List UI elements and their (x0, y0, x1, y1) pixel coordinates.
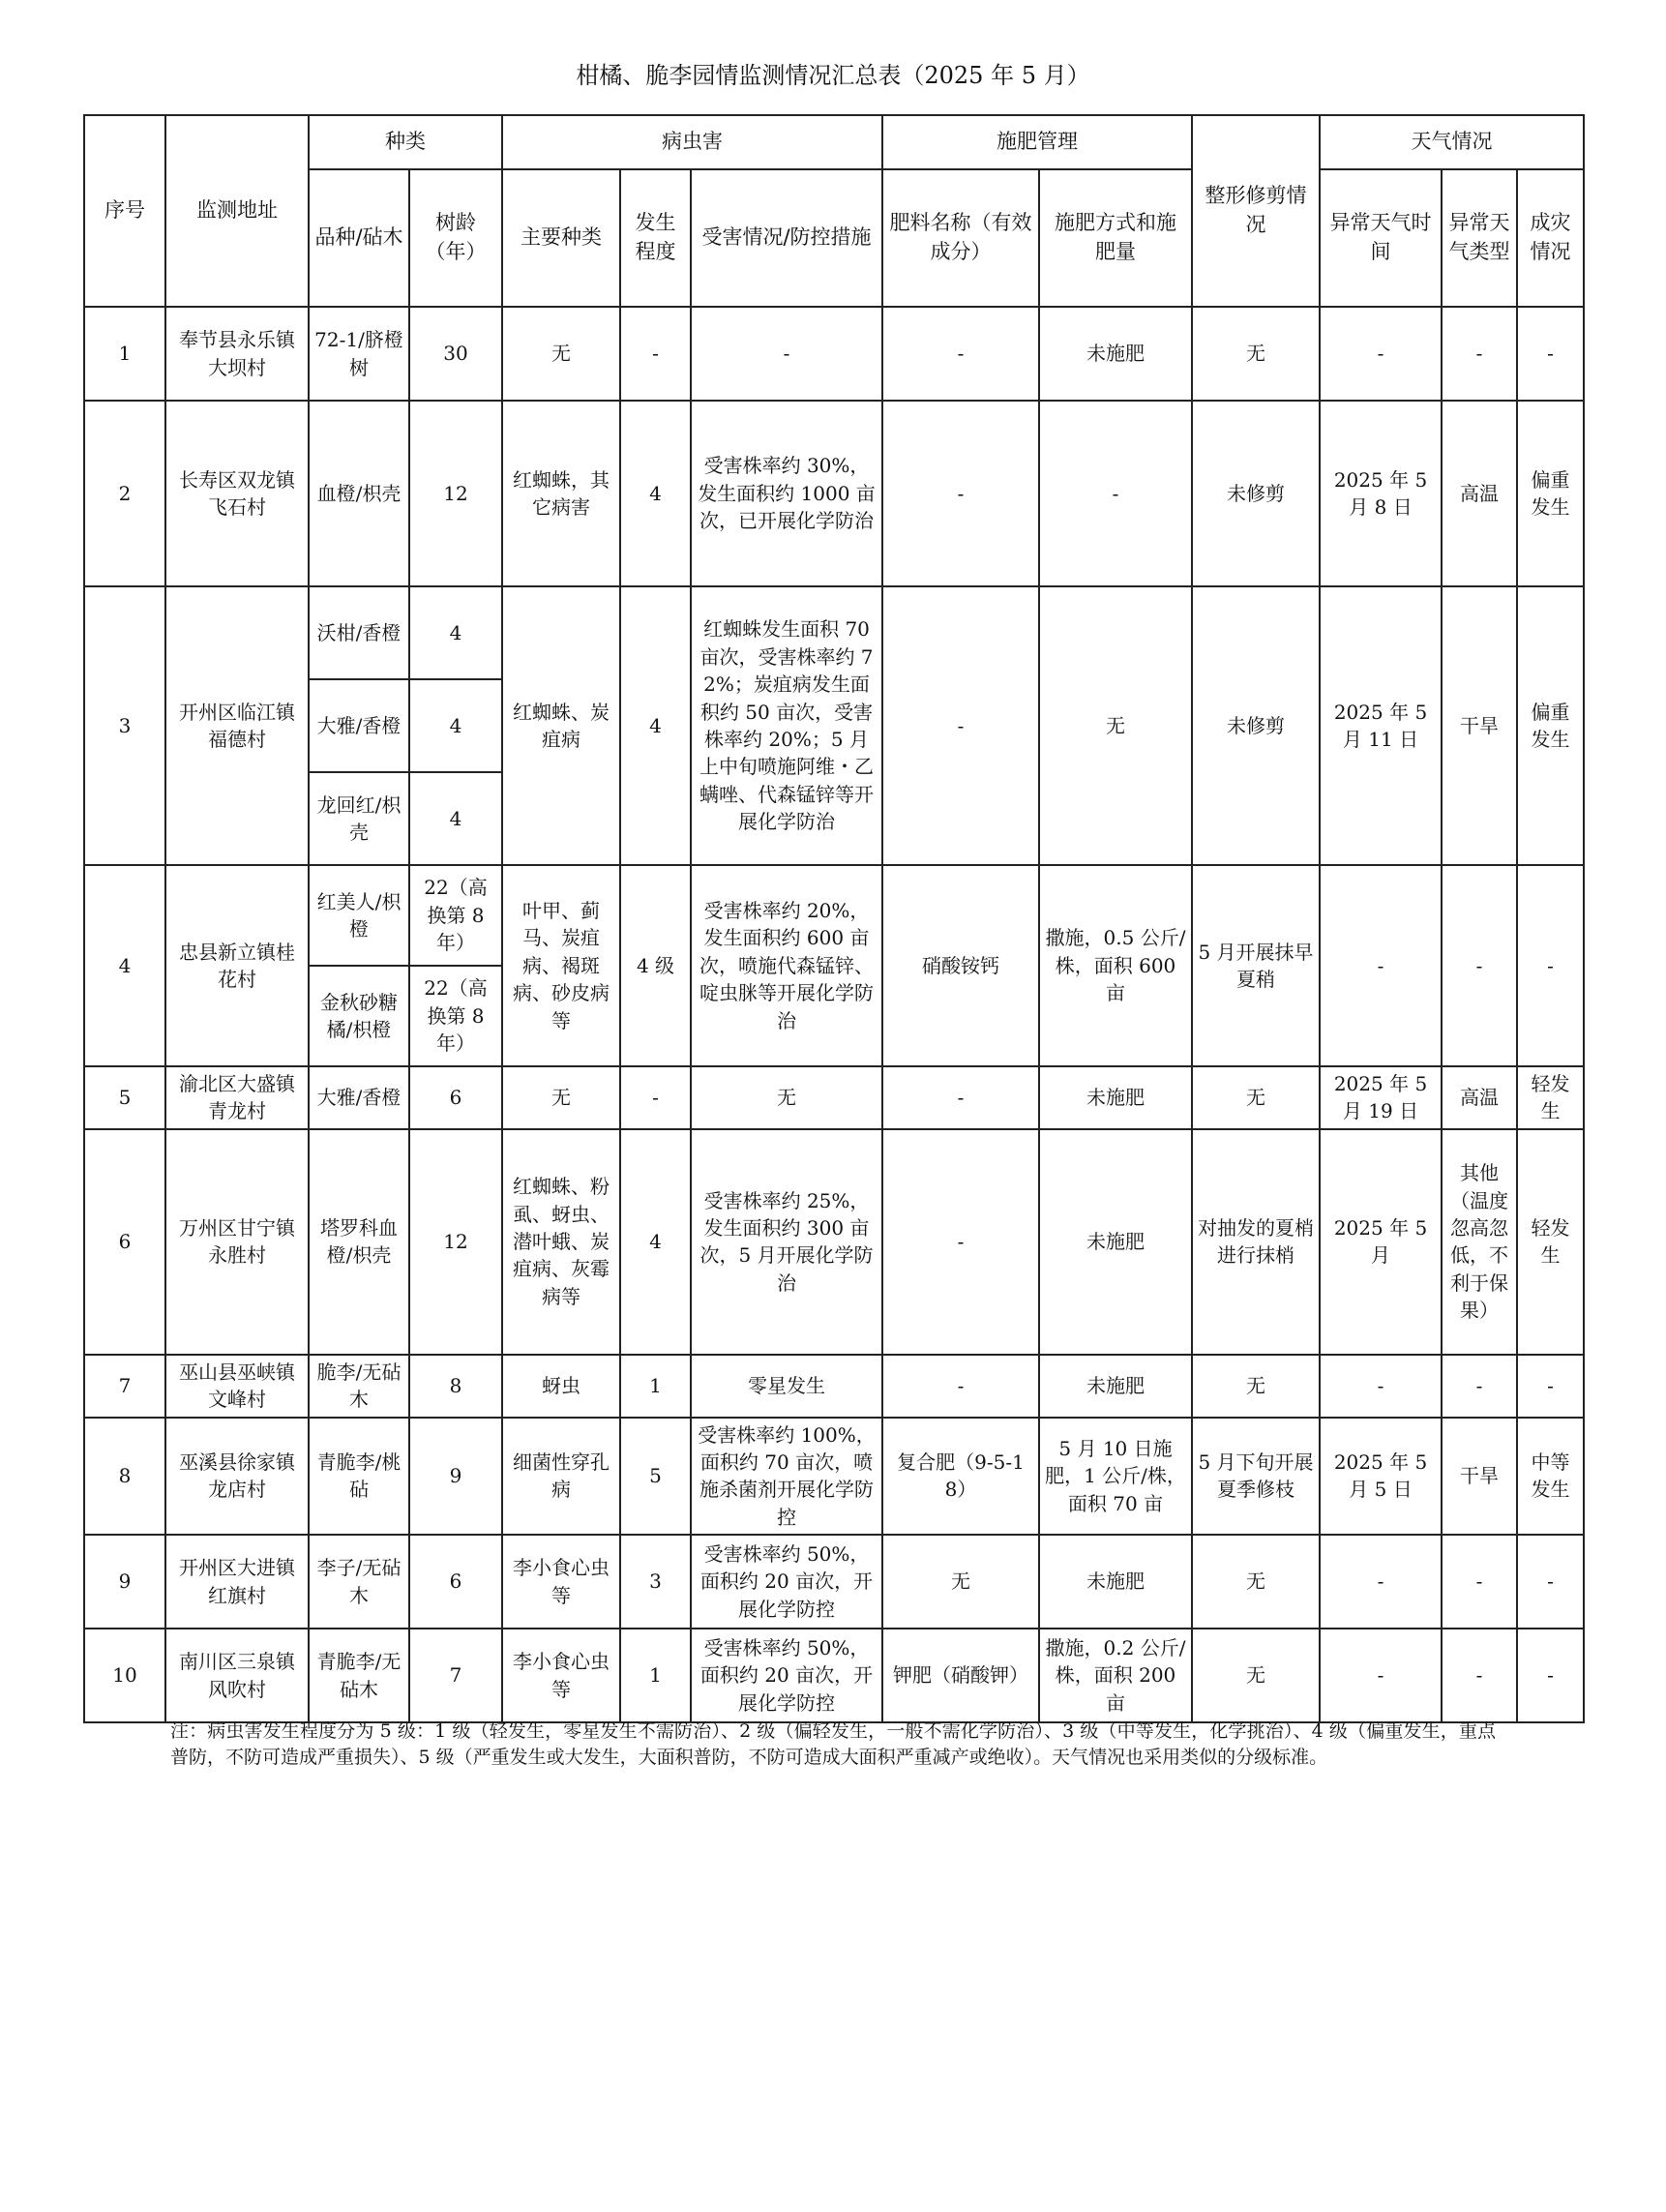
cell-fertilizer-name: - (882, 1066, 1039, 1129)
cell-pest-damage: 红蜘蛛发生面积 70 亩次，受害株率约 72%；炭疽病发生面积约 50 亩次，受害株率约 20%；5 月上中旬喷施阿维・乙螨唑、代森锰锌等开展化学防治 (691, 586, 882, 865)
cell-pruning: 无 (1192, 1535, 1320, 1629)
cell-pest-damage: 受害株率约 50%，面积约 20 亩次，开展化学防控 (691, 1535, 882, 1629)
table-row (84, 1355, 1584, 1418)
cell-tree-age: 6 (409, 1066, 502, 1129)
cell-pest-damage: 零星发生 (691, 1355, 882, 1418)
cell-pest-main: 红蜘蛛、粉虱、蚜虫、潜叶蛾、炭疽病、灰霉病等 (502, 1129, 620, 1355)
table-row (84, 1629, 1584, 1722)
cell-weather-time: 2025 年 5 月 19 日 (1320, 1066, 1442, 1129)
cell-pest-main: 细菌性穿孔病 (502, 1418, 620, 1536)
cell-pest-main: 无 (502, 1066, 620, 1129)
cell-variety: 大雅/香橙 (309, 1066, 409, 1129)
cell-variety: 红美人/枳橙 (309, 865, 409, 966)
cell-weather-type: - (1442, 865, 1517, 1066)
cell-pruning: 对抽发的夏梢进行抹梢 (1192, 1129, 1320, 1355)
cell-pruning: 无 (1192, 1066, 1320, 1129)
cell-weather-disaster: - (1517, 865, 1584, 1066)
cell-variety: 血橙/枳壳 (309, 401, 409, 586)
cell-seq: 7 (84, 1355, 165, 1418)
cell-pest-main: 李小食心虫等 (502, 1629, 620, 1722)
cell-pest-damage: 受害株率约 50%，面积约 20 亩次，开展化学防控 (691, 1629, 882, 1722)
header-pruning: 整形修剪情况 (1192, 115, 1320, 307)
table-body (84, 307, 1584, 1722)
footnote: 注：病虫害发生程度分为 5 级：1 级（轻发生，零星发生不需防治）、2 级（偏轻发生，一般不需化学防治）、3 级（中等发生，化学挑治）、4 级（偏重发生，重点普防，不防可造成严重损失）、5 级（严重发生或大发生，大面积普防，不防可造成大面积严重减产或绝收）。天气情况也采用类似的分级标准。 (170, 1720, 1496, 1768)
cell-tree-age: 22（高换第 8 年） (409, 966, 502, 1066)
cell-fertilizer-method: 撒施，0.5 公斤/株，面积 600 亩 (1039, 865, 1192, 1066)
header-fertilizer-group: 施肥管理 (882, 115, 1192, 169)
cell-fertilizer-method: 未施肥 (1039, 1129, 1192, 1355)
cell-weather-time: 2025 年 5 月 (1320, 1129, 1442, 1355)
cell-variety: 龙回红/枳壳 (309, 772, 409, 865)
cell-address: 长寿区双龙镇飞石村 (165, 401, 309, 586)
header-fertilizer-method: 施肥方式和施肥量 (1039, 169, 1192, 307)
cell-variety: 脆李/无砧木 (309, 1355, 409, 1418)
cell-weather-type: - (1442, 1355, 1517, 1418)
cell-fertilizer-name: 无 (882, 1535, 1039, 1629)
cell-pruning: 无 (1192, 1355, 1320, 1418)
cell-seq: 2 (84, 401, 165, 586)
table-row (84, 1066, 1584, 1129)
cell-pest-degree: 1 (620, 1355, 691, 1418)
cell-weather-time: - (1320, 307, 1442, 401)
header-seq: 序号 (84, 115, 165, 307)
cell-variety: 72-1/脐橙树 (309, 307, 409, 401)
cell-weather-disaster: - (1517, 307, 1584, 401)
header-pest-damage: 受害情况/防控措施 (691, 169, 882, 307)
cell-tree-age: 30 (409, 307, 502, 401)
cell-fertilizer-name: - (882, 307, 1039, 401)
cell-pest-degree: 1 (620, 1629, 691, 1722)
cell-weather-time: 2025 年 5 月 11 日 (1320, 586, 1442, 865)
cell-fertilizer-name: - (882, 586, 1039, 865)
cell-weather-type: - (1442, 1535, 1517, 1629)
header-weather-type: 异常天气类型 (1442, 169, 1517, 307)
cell-tree-age: 6 (409, 1535, 502, 1629)
cell-weather-time: - (1320, 1629, 1442, 1722)
cell-fertilizer-method: 未施肥 (1039, 1355, 1192, 1418)
cell-fertilizer-name: - (882, 1129, 1039, 1355)
cell-tree-age: 9 (409, 1418, 502, 1536)
cell-pest-main: 红蜘蛛，其它病害 (502, 401, 620, 586)
header-pest-degree: 发生程度 (620, 169, 691, 307)
cell-address: 渝北区大盛镇青龙村 (165, 1066, 309, 1129)
cell-variety: 大雅/香橙 (309, 679, 409, 772)
header-variety: 品种/砧木 (309, 169, 409, 307)
cell-variety: 青脆李/桃砧 (309, 1418, 409, 1536)
cell-tree-age: 22（高换第 8 年） (409, 865, 502, 966)
cell-seq: 6 (84, 1129, 165, 1355)
cell-variety: 青脆李/无砧木 (309, 1629, 409, 1722)
header-tree-age: 树龄（年） (409, 169, 502, 307)
cell-tree-age: 4 (409, 679, 502, 772)
cell-weather-disaster: - (1517, 1355, 1584, 1418)
cell-pest-damage: 受害株率约 20%，发生面积约 600 亩次，喷施代森锰锌、啶虫脒等开展化学防治 (691, 865, 882, 1066)
cell-pest-degree: 4 (620, 401, 691, 586)
cell-address: 忠县新立镇桂花村 (165, 865, 309, 1066)
cell-fertilizer-method: 5 月 10 日施肥，1 公斤/株，面积 70 亩 (1039, 1418, 1192, 1536)
table-row (84, 1129, 1584, 1355)
cell-seq: 5 (84, 1066, 165, 1129)
cell-seq: 10 (84, 1629, 165, 1722)
cell-tree-age: 12 (409, 401, 502, 586)
cell-pest-damage: 无 (691, 1066, 882, 1129)
cell-fertilizer-name: - (882, 401, 1039, 586)
cell-tree-age: 7 (409, 1629, 502, 1722)
cell-variety: 李子/无砧木 (309, 1535, 409, 1629)
cell-weather-disaster: 轻发生 (1517, 1066, 1584, 1129)
cell-weather-type: 干旱 (1442, 1418, 1517, 1536)
cell-address: 巫山县巫峡镇文峰村 (165, 1355, 309, 1418)
cell-pruning: 无 (1192, 307, 1320, 401)
cell-fertilizer-name: 钾肥（硝酸钾） (882, 1629, 1039, 1722)
cell-tree-age: 4 (409, 772, 502, 865)
cell-weather-type: - (1442, 1629, 1517, 1722)
cell-pruning: 未修剪 (1192, 401, 1320, 586)
cell-weather-type: 其他（温度忽高忽低，不利于保果） (1442, 1129, 1517, 1355)
cell-address: 巫溪县徐家镇龙店村 (165, 1418, 309, 1536)
cell-pest-main: 叶甲、蓟马、炭疽病、褐斑病、砂皮病等 (502, 865, 620, 1066)
cell-pest-degree: 3 (620, 1535, 691, 1629)
header-fertilizer-name: 肥料名称（有效成分） (882, 169, 1039, 307)
table-row (84, 401, 1584, 586)
header-weather-disaster: 成灾情况 (1517, 169, 1584, 307)
cell-weather-disaster: 偏重发生 (1517, 586, 1584, 865)
header-weather-time: 异常天气时间 (1320, 169, 1442, 307)
table-row (84, 1418, 1584, 1536)
cell-pest-damage: 受害株率约 100%，面积约 70 亩次，喷施杀菌剂开展化学防控 (691, 1418, 882, 1536)
cell-weather-type: 高温 (1442, 1066, 1517, 1129)
monitoring-table (83, 114, 1585, 1723)
table-row (84, 865, 1584, 966)
page-title: 柑橘、脆李园情监测情况汇总表（2025 年 5 月） (576, 62, 1090, 89)
cell-pest-damage: 受害株率约 30%，发生面积约 1000 亩次，已开展化学防治 (691, 401, 882, 586)
header-address: 监测地址 (165, 115, 309, 307)
cell-pruning: 未修剪 (1192, 586, 1320, 865)
cell-weather-type: - (1442, 307, 1517, 401)
header-weather-group: 天气情况 (1320, 115, 1584, 169)
cell-pest-damage: 受害株率约 25%，发生面积约 300 亩次，5 月开展化学防治 (691, 1129, 882, 1355)
table-row (84, 307, 1584, 401)
cell-address: 万州区甘宁镇永胜村 (165, 1129, 309, 1355)
cell-fertilizer-name: 复合肥（9-5-18） (882, 1418, 1039, 1536)
header-pest-group: 病虫害 (502, 115, 882, 169)
cell-pest-main: 红蜘蛛、炭疽病 (502, 586, 620, 865)
cell-seq: 1 (84, 307, 165, 401)
cell-weather-disaster: 偏重发生 (1517, 401, 1584, 586)
cell-tree-age: 8 (409, 1355, 502, 1418)
cell-weather-time: - (1320, 1355, 1442, 1418)
cell-fertilizer-method: 未施肥 (1039, 1535, 1192, 1629)
cell-pest-degree: 4 (620, 1129, 691, 1355)
cell-fertilizer-method: - (1039, 401, 1192, 586)
cell-pest-damage: - (691, 307, 882, 401)
cell-address: 开州区大进镇红旗村 (165, 1535, 309, 1629)
cell-address: 开州区临江镇福德村 (165, 586, 309, 865)
cell-pruning: 5 月下旬开展夏季修枝 (1192, 1418, 1320, 1536)
cell-fertilizer-method: 撒施，0.2 公斤/株，面积 200 亩 (1039, 1629, 1192, 1722)
cell-pest-degree: 5 (620, 1418, 691, 1536)
cell-pest-main: 蚜虫 (502, 1355, 620, 1418)
cell-seq: 4 (84, 865, 165, 1066)
table-row (84, 586, 1584, 679)
cell-weather-disaster: 轻发生 (1517, 1129, 1584, 1355)
cell-variety: 沃柑/香橙 (309, 586, 409, 679)
cell-variety: 塔罗科血橙/枳壳 (309, 1129, 409, 1355)
cell-pest-main: 李小食心虫等 (502, 1535, 620, 1629)
cell-address: 南川区三泉镇风吹村 (165, 1629, 309, 1722)
cell-fertilizer-method: 未施肥 (1039, 307, 1192, 401)
cell-weather-disaster: - (1517, 1535, 1584, 1629)
cell-address: 奉节县永乐镇大坝村 (165, 307, 309, 401)
cell-pest-main: 无 (502, 307, 620, 401)
cell-seq: 3 (84, 586, 165, 865)
cell-weather-disaster: - (1517, 1629, 1584, 1722)
cell-weather-time: - (1320, 865, 1442, 1066)
cell-fertilizer-name: - (882, 1355, 1039, 1418)
cell-pest-degree: - (620, 307, 691, 401)
cell-tree-age: 4 (409, 586, 502, 679)
cell-fertilizer-name: 硝酸铵钙 (882, 865, 1039, 1066)
cell-fertilizer-method: 无 (1039, 586, 1192, 865)
cell-pest-degree: 4 (620, 586, 691, 865)
cell-pest-degree: - (620, 1066, 691, 1129)
header-species-group: 种类 (309, 115, 502, 169)
cell-pruning: 无 (1192, 1629, 1320, 1722)
cell-weather-time: 2025 年 5 月 5 日 (1320, 1418, 1442, 1536)
cell-fertilizer-method: 未施肥 (1039, 1066, 1192, 1129)
header-pest-main: 主要种类 (502, 169, 620, 307)
cell-pruning: 5 月开展抹早夏稍 (1192, 865, 1320, 1066)
cell-variety: 金秋砂糖橘/枳橙 (309, 966, 409, 1066)
cell-tree-age: 12 (409, 1129, 502, 1355)
cell-pest-degree: 4 级 (620, 865, 691, 1066)
cell-weather-type: 干旱 (1442, 586, 1517, 865)
cell-seq: 9 (84, 1535, 165, 1629)
cell-weather-time: - (1320, 1535, 1442, 1629)
cell-weather-type: 高温 (1442, 401, 1517, 586)
table-row (84, 1535, 1584, 1629)
cell-seq: 8 (84, 1418, 165, 1536)
cell-weather-time: 2025 年 5 月 8 日 (1320, 401, 1442, 586)
cell-weather-disaster: 中等发生 (1517, 1418, 1584, 1536)
